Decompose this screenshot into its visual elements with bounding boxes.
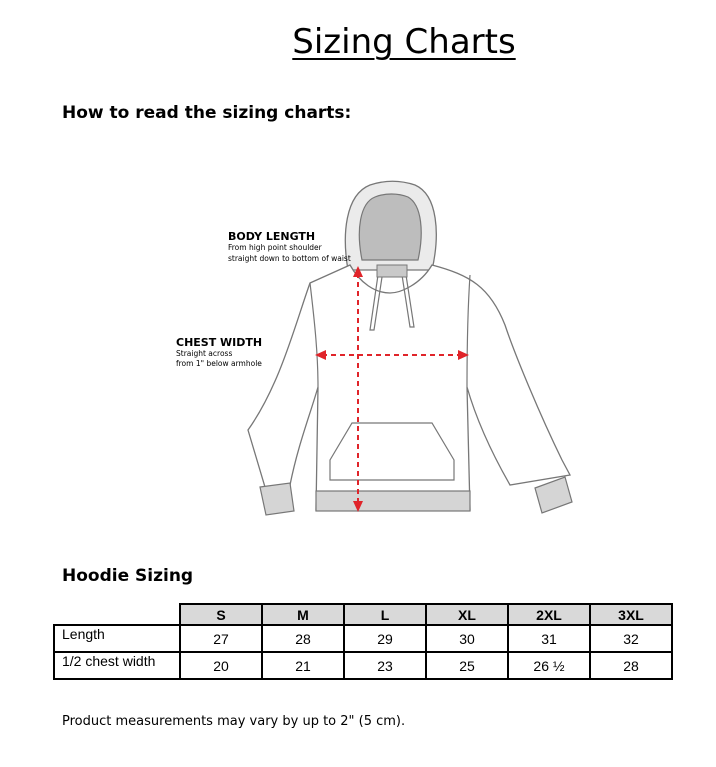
table-cell: 21 [262, 652, 344, 679]
header-size: 2XL [508, 604, 590, 625]
table-cell: 30 [426, 625, 508, 652]
table-cell: 23 [344, 652, 426, 679]
table-cell: 28 [590, 652, 672, 679]
hood-collar [377, 265, 407, 277]
body-length-label: BODY LENGTH [228, 230, 316, 243]
table-header-row [54, 604, 672, 625]
hoodie-sizing-table [53, 603, 673, 680]
chest-width-desc-1: Straight across [176, 349, 233, 358]
row-label: Length [54, 625, 180, 652]
table-row [54, 625, 672, 652]
table-row [54, 652, 672, 679]
cuff-right [535, 477, 572, 513]
header-blank-cell [54, 604, 180, 625]
table-cell: 31 [508, 625, 590, 652]
header-size: M [262, 604, 344, 625]
header-size: 3XL [590, 604, 672, 625]
row-label: 1/2 chest width [54, 652, 180, 679]
hood-inner [359, 194, 421, 260]
table-cell: 26 ½ [508, 652, 590, 679]
table-cell: 27 [180, 625, 262, 652]
waistband [316, 491, 470, 511]
measurement-footnote: Product measurements may vary by up to 2" (5 cm). [62, 714, 406, 729]
hoodie-measurement-diagram [170, 175, 590, 520]
how-to-read-heading: How to read the sizing charts: [62, 103, 352, 123]
body-length-desc-1: From high point shoulder [228, 243, 322, 252]
header-size: S [180, 604, 262, 625]
chest-width-desc-2: from 1" below armhole [176, 359, 262, 368]
page-title: Sizing Charts [292, 22, 516, 62]
body-length-desc-2: straight down to bottom of waist [228, 254, 351, 263]
table-cell: 25 [426, 652, 508, 679]
header-size: L [344, 604, 426, 625]
chest-width-label: CHEST WIDTH [176, 336, 263, 349]
kangaroo-pocket [330, 423, 454, 480]
table-cell: 29 [344, 625, 426, 652]
table-cell: 20 [180, 652, 262, 679]
table-cell: 28 [262, 625, 344, 652]
cuff-left [260, 483, 294, 515]
hoodie-sizing-heading: Hoodie Sizing [62, 566, 194, 586]
table-cell: 32 [590, 625, 672, 652]
header-size: XL [426, 604, 508, 625]
